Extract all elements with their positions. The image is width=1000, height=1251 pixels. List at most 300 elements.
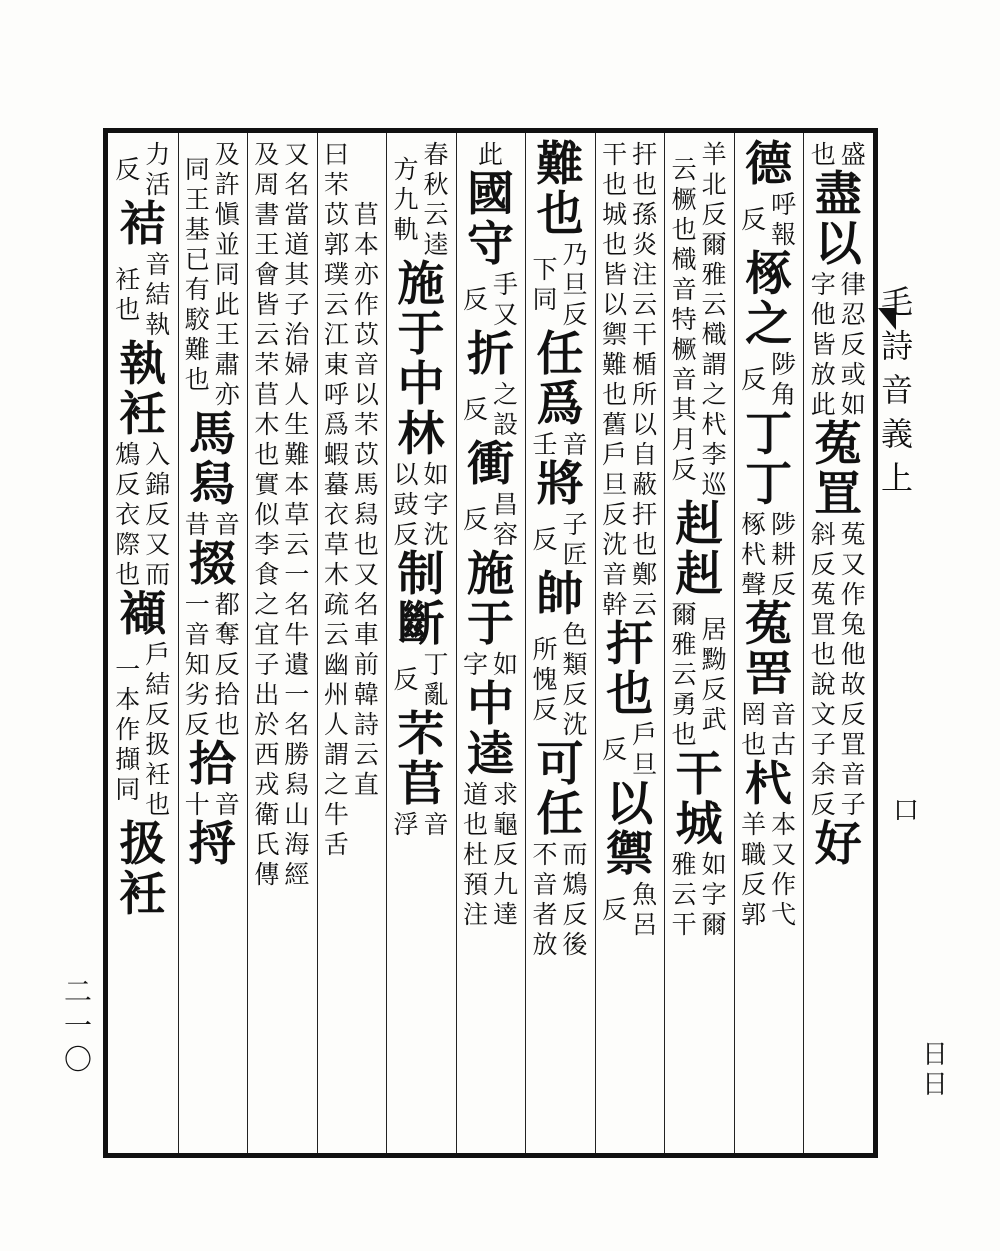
annotation-char: 反: [115, 155, 141, 184]
annotation-left-line: [114, 655, 142, 805]
annotation-char: 云: [671, 660, 697, 689]
headword-char: 苢: [397, 757, 445, 812]
annotation-char: 已: [184, 245, 210, 274]
annotation-right-line: [631, 140, 659, 620]
annotation-left-line: [531, 635, 559, 725]
annotation-char: 道: [284, 230, 310, 259]
headword: [467, 167, 514, 272]
headword: [814, 817, 862, 872]
annotation-right-line: [492, 490, 520, 550]
headword: [119, 197, 167, 252]
annotation: [392, 460, 450, 550]
annotation-char: 舄: [353, 500, 379, 529]
headword: [536, 567, 584, 622]
annotation: [740, 810, 798, 930]
headword-char: 任: [536, 787, 584, 842]
annotation-char: 也: [115, 560, 141, 589]
annotation-char: 反: [462, 285, 488, 314]
annotation-char: 沈: [602, 530, 628, 559]
annotation-right-line: [492, 380, 520, 440]
annotation-char: 劣: [184, 680, 210, 709]
annotation-char: 說: [810, 670, 836, 699]
annotation-left-line: [114, 440, 142, 590]
annotation-right-line: [839, 520, 867, 820]
annotation-char: 類: [562, 650, 588, 679]
annotation-left-line: [740, 365, 768, 395]
annotation-char: 結: [145, 280, 171, 309]
annotation-char: 余: [810, 760, 836, 789]
headword: [467, 677, 514, 782]
annotation-char: 不: [532, 840, 558, 869]
annotation-char: 海: [284, 830, 310, 859]
annotation: [477, 140, 505, 170]
annotation-char: 會: [254, 260, 280, 289]
annotation: [809, 520, 867, 820]
annotation-char: 郭: [323, 230, 349, 259]
annotation: [114, 640, 172, 820]
headword-char: 難: [536, 137, 584, 192]
banxin-title: [880, 280, 914, 500]
annotation-char: 扞: [632, 140, 658, 169]
annotation-right-line: [770, 190, 798, 250]
annotation-char: 牛: [323, 800, 349, 829]
annotation-char: 馬: [353, 470, 379, 499]
annotation-char: 雅: [671, 630, 697, 659]
headword-char: 任: [536, 327, 584, 382]
annotation-char: 戎: [254, 770, 280, 799]
headword-char: 赳: [675, 547, 723, 602]
annotation-char: 沈: [562, 710, 588, 739]
annotation-right-line: [477, 140, 505, 170]
annotation-char: 其: [671, 395, 697, 424]
annotation-char: 菟: [810, 580, 836, 609]
annotation-right-line: [839, 140, 867, 170]
annotation-char: 此: [214, 290, 240, 319]
annotation: [183, 140, 241, 410]
annotation-char: 反: [145, 700, 171, 729]
column-rule: [803, 133, 804, 1153]
banxin-char: 毛: [880, 283, 913, 321]
annotation-left-line: [462, 780, 490, 930]
annotation-char: 云: [323, 290, 349, 319]
annotation-char: 王: [184, 185, 210, 214]
annotation-char: 謂: [701, 350, 727, 379]
column-rule: [734, 133, 735, 1153]
annotation-char: 實: [254, 470, 280, 499]
annotation-char: 子: [284, 290, 310, 319]
annotation-char: 云: [284, 530, 310, 559]
annotation-char: 璞: [323, 260, 349, 289]
headword: [467, 547, 514, 652]
annotation-char: 九: [492, 870, 518, 899]
annotation-char: 同: [184, 155, 210, 184]
annotation-char: 皆: [254, 290, 280, 319]
annotation-char: 作: [771, 870, 797, 899]
annotation: [531, 430, 589, 460]
annotation-char: 也: [602, 170, 628, 199]
annotation-char: 活: [145, 170, 171, 199]
annotation-char: 李: [254, 530, 280, 559]
annotation-char: 反: [462, 505, 488, 534]
annotation-char: 古: [771, 730, 797, 759]
annotation-left-line: [392, 460, 420, 550]
annotation-char: 方: [393, 155, 419, 184]
annotation-char: 難: [184, 335, 210, 364]
column-rule: [595, 133, 596, 1153]
annotation-char: 也: [115, 295, 141, 324]
headword-char: 于: [397, 307, 445, 362]
annotation-char: 反: [602, 895, 628, 924]
annotation-char: 及: [214, 140, 240, 169]
annotation-left-line: [322, 140, 350, 860]
headword-char: 施: [397, 257, 445, 312]
headword: [188, 407, 236, 512]
annotation-char: 詩: [353, 710, 379, 739]
annotation-char: 橛: [671, 335, 697, 364]
annotation-char: 勇: [671, 690, 697, 719]
annotation-char: 月: [671, 425, 697, 454]
annotation: [183, 510, 241, 540]
annotation: [183, 590, 241, 740]
annotation-char: 西: [254, 740, 280, 769]
headword-char: 馬: [188, 407, 236, 462]
annotation-char: 干: [602, 140, 628, 169]
annotation-char: 反: [562, 300, 588, 329]
text-column: [530, 137, 590, 1150]
headword-char: 扞: [606, 617, 654, 672]
annotation-char: 羊: [741, 810, 767, 839]
annotation-char: 之: [323, 770, 349, 799]
annotation-char: 知: [184, 650, 210, 679]
annotation-char: 結: [145, 670, 171, 699]
headword-char: 盡: [814, 167, 862, 222]
annotation-char: 陟: [771, 510, 797, 539]
annotation-char: 音: [353, 350, 379, 379]
headword-char: 袺: [119, 197, 167, 252]
annotation: [531, 840, 589, 960]
annotation-left-line: [670, 850, 698, 940]
annotation-char: 菟: [840, 520, 866, 549]
annotation-char: 肅: [214, 350, 240, 379]
annotation-char: 旦: [562, 270, 588, 299]
headword-char: 林: [397, 407, 445, 462]
annotation-char: 反: [810, 550, 836, 579]
annotation-char: 芣: [323, 170, 349, 199]
annotation-char: 反: [145, 500, 171, 529]
headword-char: 赳: [675, 497, 723, 552]
text-column: [113, 140, 173, 1150]
annotation-char: 春: [423, 140, 449, 169]
annotation-char: 衽: [145, 760, 171, 789]
annotation-char: 本: [115, 685, 141, 714]
annotation-char: 音: [562, 430, 588, 459]
annotation-char: 舌: [323, 830, 349, 859]
annotation: [670, 140, 728, 500]
annotation-char: 婦: [284, 350, 310, 379]
annotation-char: 巡: [701, 470, 727, 499]
annotation-char: 斜: [810, 520, 836, 549]
annotation-left-line: [531, 255, 559, 315]
annotation-char: 戶: [632, 720, 658, 749]
annotation-char: 苡: [353, 440, 379, 469]
annotation-char: 也: [602, 380, 628, 409]
headword-char: 扱: [119, 817, 167, 872]
annotation-char: 周: [254, 170, 280, 199]
annotation-char: 云: [671, 880, 697, 909]
annotation-char: 忍: [840, 300, 866, 329]
annotation-char: 軌: [393, 215, 419, 244]
headword: [536, 457, 584, 512]
page-number: [58, 975, 98, 1077]
annotation-char: 執: [145, 310, 171, 339]
annotation-char: 後: [562, 930, 588, 959]
annotation-char: 呼: [771, 190, 797, 219]
headword: [745, 137, 793, 192]
annotation: [809, 270, 867, 420]
annotation: [392, 140, 450, 260]
annotation-char: 角: [771, 380, 797, 409]
annotation-char: 干: [632, 320, 658, 349]
annotation-right-line: [422, 810, 450, 840]
column-rule: [178, 133, 179, 1153]
banxin-char: 音: [880, 371, 913, 409]
annotation-char: 謂: [323, 740, 349, 769]
annotation-char: 有: [184, 275, 210, 304]
annotation-char: 樴: [701, 320, 727, 349]
annotation-right-line: [213, 790, 241, 820]
annotation-char: 苢: [254, 380, 280, 409]
annotation-char: 許: [214, 170, 240, 199]
annotation-char: 芣: [353, 410, 379, 439]
annotation-char: 鴆: [115, 440, 141, 469]
annotation: [740, 510, 798, 600]
annotation-char: 所: [632, 380, 658, 409]
annotation-char: 舊: [602, 410, 628, 439]
annotation-char: 楯: [632, 350, 658, 379]
annotation-char: 旦: [632, 750, 658, 779]
annotation-char: 音: [184, 620, 210, 649]
annotation-char: 難: [284, 440, 310, 469]
annotation-char: 而: [145, 560, 171, 589]
annotation-char: 音: [214, 790, 240, 819]
annotation-char: 之: [492, 380, 518, 409]
headword-char: 帥: [536, 567, 584, 622]
annotation-char: 於: [254, 710, 280, 739]
annotation-left-line: [183, 510, 211, 540]
text-column: [321, 140, 381, 1150]
annotation-char: 或: [840, 360, 866, 389]
annotation-char: 呼: [323, 380, 349, 409]
annotation-left-line: [253, 140, 281, 890]
annotation-right-line: [770, 350, 798, 410]
annotation-right-line: [422, 650, 450, 710]
annotation-char: 山: [284, 800, 310, 829]
annotation-char: 設: [492, 410, 518, 439]
annotation-char: 入: [145, 440, 171, 469]
annotation-char: 又: [492, 300, 518, 329]
annotation-char: 兔: [840, 610, 866, 639]
annotation-char: 牛: [284, 620, 310, 649]
annotation-char: 皆: [602, 260, 628, 289]
annotation-char: 所: [532, 635, 558, 664]
margin-mark: 口: [893, 796, 920, 826]
annotation-char: 同: [214, 260, 240, 289]
annotation-left-line: [462, 505, 490, 535]
annotation-char: 罔: [741, 700, 767, 729]
annotation-right-line: [213, 510, 241, 540]
annotation-right-line: [213, 140, 241, 410]
annotation-char: 芣: [254, 350, 280, 379]
annotation: [392, 810, 450, 840]
annotation-char: 也: [632, 530, 658, 559]
annotation-char: 匠: [562, 540, 588, 569]
annotation: [114, 250, 172, 340]
annotation-char: 耕: [771, 540, 797, 569]
edge-mark: [915, 1040, 955, 1100]
annotation-char: 壬: [532, 430, 558, 459]
annotation-char: 鄭: [632, 560, 658, 589]
annotation-char: 江: [323, 320, 349, 349]
headword-char: 于: [467, 597, 514, 652]
headword-char: 椓: [745, 247, 793, 302]
annotation-char: 又: [771, 840, 797, 869]
annotation-char: 橛: [671, 185, 697, 214]
annotation-left-line: [740, 510, 768, 600]
annotation-char: 同: [532, 285, 558, 314]
annotation-char: 音: [602, 560, 628, 589]
annotation-char: 如: [701, 850, 727, 879]
annotation-right-line: [631, 720, 659, 780]
annotation-char: 名: [284, 590, 310, 619]
headword-char: 好: [814, 817, 862, 872]
headword-char: 城: [675, 797, 723, 852]
annotation-char: 乃: [562, 240, 588, 269]
annotation-char: 也: [145, 790, 171, 819]
annotation-char: 食: [254, 560, 280, 589]
annotation-char: 治: [284, 320, 310, 349]
annotation-char: 聲: [741, 570, 767, 599]
annotation-char: 衽: [115, 265, 141, 294]
annotation-char: 衣: [323, 500, 349, 529]
headword-char: 菟: [814, 417, 862, 472]
annotation-char: 草: [323, 530, 349, 559]
headword-char: 干: [675, 747, 723, 802]
headword: [745, 597, 793, 702]
annotation-char: 爾: [701, 910, 727, 939]
annotation-char: 龜: [492, 810, 518, 839]
column-rule: [525, 133, 526, 1153]
annotation-char: 其: [284, 260, 310, 289]
annotation-char: 反: [393, 665, 419, 694]
annotation-char: 罝: [810, 610, 836, 639]
annotation-char: 之: [701, 380, 727, 409]
annotation-left-line: [670, 155, 698, 485]
annotation-char: 放: [810, 360, 836, 389]
headword-char: 逵: [467, 727, 514, 782]
annotation-char: 以: [353, 380, 379, 409]
annotation-char: 九: [393, 185, 419, 214]
headword-char: 拾: [188, 737, 236, 792]
annotation-char: 反: [562, 900, 588, 929]
annotation: [531, 510, 589, 570]
headword: [188, 737, 236, 792]
annotation-char: 求: [492, 780, 518, 809]
annotation-char: 也: [462, 810, 488, 839]
annotation-char: 反: [840, 700, 866, 729]
headword-char: 罝: [814, 467, 862, 522]
annotation-char: 音: [145, 250, 171, 279]
annotation-char: 報: [771, 220, 797, 249]
annotation-char: 也: [602, 230, 628, 259]
annotation-char: 本: [353, 230, 379, 259]
annotation-char: 反: [462, 395, 488, 424]
annotation-left-line: [601, 895, 629, 925]
annotation-char: 達: [492, 900, 518, 929]
annotation: [322, 140, 380, 860]
annotation-char: 車: [353, 620, 379, 649]
annotation-left-line: [740, 810, 768, 930]
headword-char: 襭: [119, 587, 167, 642]
annotation-char: 者: [532, 900, 558, 929]
annotation-char: 難: [602, 350, 628, 379]
headword: [397, 707, 445, 812]
headword: [397, 547, 445, 652]
annotation-char: 律: [840, 270, 866, 299]
annotation-char: 反: [741, 205, 767, 234]
annotation: [670, 600, 728, 750]
text-column: [669, 140, 729, 1150]
annotation-char: 曰: [323, 140, 349, 169]
annotation-left-line: [114, 265, 142, 325]
annotation-left-line: [809, 520, 837, 820]
annotation-char: 名: [353, 590, 379, 619]
annotation-char: 亦: [353, 260, 379, 289]
annotation-char: 城: [602, 200, 628, 229]
annotation-left-line: [809, 270, 837, 420]
annotation-left-line: [392, 155, 420, 245]
annotation-char: 奪: [214, 620, 240, 649]
annotation-char: 以: [632, 410, 658, 439]
annotation-char: 愧: [532, 665, 558, 694]
annotation-char: 注: [632, 260, 658, 289]
annotation-right-line: [700, 615, 728, 735]
annotation-char: 旦: [602, 470, 628, 499]
annotation: [462, 270, 520, 330]
annotation-left-line: [531, 430, 559, 460]
headword-char: 斷: [397, 597, 445, 652]
annotation-char: 色: [562, 620, 588, 649]
annotation-char: 也: [671, 215, 697, 244]
annotation-char: 子: [840, 790, 866, 819]
annotation-char: 一: [284, 680, 310, 709]
headword-char: 以: [606, 777, 654, 832]
annotation-char: 經: [284, 860, 310, 889]
page-number-char: 二: [63, 975, 92, 1008]
annotation-char: 音: [840, 760, 866, 789]
annotation-char: 際: [115, 530, 141, 559]
annotation-char: 反: [393, 520, 419, 549]
annotation-char: 杙: [701, 410, 727, 439]
annotation-char: 武: [701, 705, 727, 734]
annotation-right-line: [492, 650, 520, 680]
annotation-left-line: [392, 665, 420, 695]
annotation-char: 反: [701, 675, 727, 704]
annotation-char: 反: [810, 790, 836, 819]
headword-char: 丁: [745, 407, 793, 462]
annotation: [601, 720, 659, 780]
annotation-char: 似: [254, 500, 280, 529]
annotation-char: 子: [254, 650, 280, 679]
